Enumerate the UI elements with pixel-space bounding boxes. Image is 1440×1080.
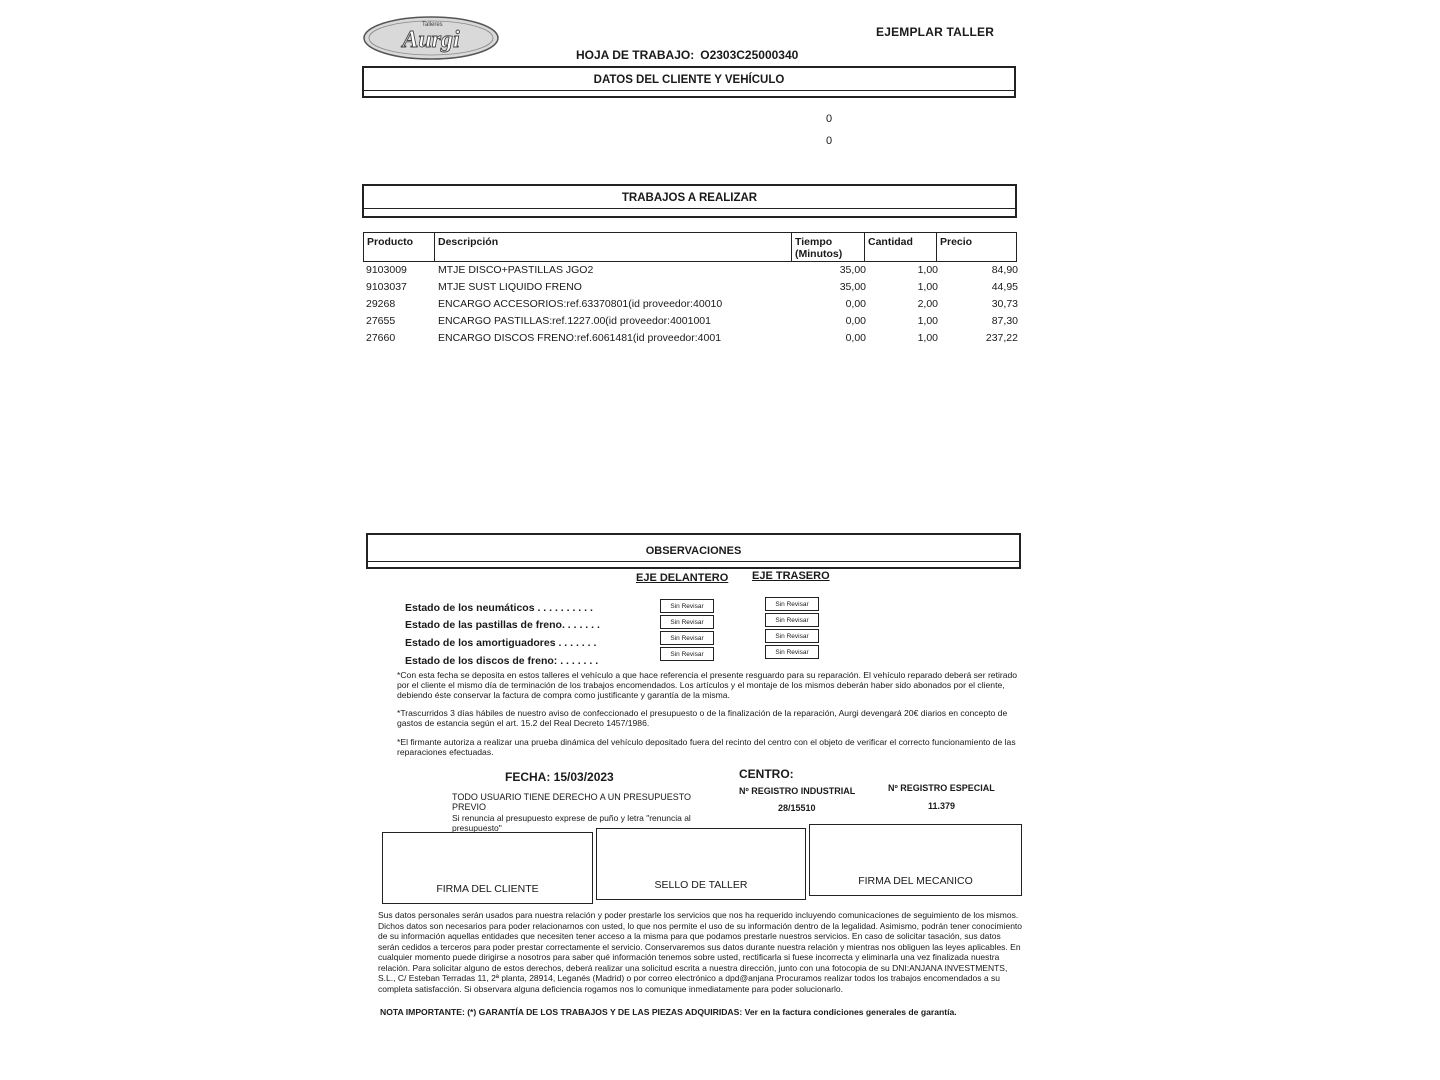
rear-axle-heading: EJE TRASERO — [752, 570, 830, 582]
jobs-section-title: TRABAJOS A REALIZAR — [621, 192, 758, 204]
items-table-header — [363, 232, 1017, 262]
date: FECHA: 15/03/2023 — [505, 770, 614, 784]
copy-label: EJEMPLAR TALLER — [876, 25, 995, 39]
table-row — [366, 315, 1018, 331]
industrial-reg-label: Nº REGISTRO INDUSTRIAL — [739, 786, 856, 796]
rear-tyres-status: Sin Revisar — [765, 597, 819, 611]
check-label-shocks: Estado de los amortiguadores . . . . . . . — [405, 637, 597, 649]
table-row — [366, 264, 1018, 280]
row-description: ENCARGO DISCOS FRENO:ref.6061481(id proveedor:4001 — [438, 332, 722, 344]
client-signature-label: FIRMA DEL CLIENTE — [436, 883, 539, 895]
row-price: 44,95 — [991, 281, 1018, 293]
row-price: 30,73 — [991, 298, 1018, 310]
row-quantity: 1,00 — [917, 281, 938, 293]
row-time: 35,00 — [839, 264, 866, 276]
row-quantity: 1,00 — [917, 264, 938, 276]
row-price: 237,22 — [985, 332, 1018, 344]
rear-pads-status: Sin Revisar — [765, 613, 819, 627]
aurgi-logo — [362, 14, 500, 62]
check-label-discs: Estado de los discos de freno: . . . . . . . — [405, 655, 599, 667]
check-label-pads: Estado de las pastillas de freno. . . . . . . — [405, 619, 600, 631]
table-row — [366, 281, 1018, 297]
budget-waiver-notice: Si renuncia al presupuesto exprese de puño y letra "renuncia al presupuesto" — [452, 813, 691, 833]
row-product: 9103009 — [366, 264, 407, 276]
col-product: Producto — [363, 232, 435, 262]
observations-header — [366, 533, 1021, 569]
col-price: Precio — [936, 232, 1017, 262]
front-shocks-status: Sin Revisar — [660, 631, 714, 645]
client-section-title: DATOS DEL CLIENTE Y VEHÍCULO — [593, 74, 785, 86]
work-order-label: HOJA DE TRABAJO: — [576, 48, 695, 62]
observations-title: OBSERVACIONES — [645, 545, 742, 557]
row-quantity: 1,00 — [917, 315, 938, 327]
row-product: 9103037 — [366, 281, 407, 293]
mechanic-signature-label: FIRMA DEL MECANICO — [858, 875, 973, 887]
row-product: 29268 — [366, 298, 396, 310]
work-order-number: O2303C25000340 — [700, 48, 799, 62]
deposit-note: *Con esta fecha se deposita en estos talleres el vehículo a que hace referencia el presente resguardo para su reparación. El vehículo reparado deberá ser retirado por el cliente el mismo día de terminación de los trabajos encomendados. Los artículos y el montaje de los mismos deberán haber sido abonados por el cliente, debiendo éste conservar la factura de compra como justificante y garantía de la misma. — [397, 670, 1018, 700]
row-price: 84,90 — [991, 264, 1018, 276]
svg-text:Talleres: Talleres — [422, 22, 443, 28]
front-axle-heading: EJE DELANTERO — [636, 572, 729, 584]
aurgi-logo-icon — [362, 14, 500, 62]
industrial-reg-value: 28/15510 — [778, 803, 816, 813]
row-product: 27655 — [366, 315, 396, 327]
work-order-heading — [576, 48, 798, 62]
mechanic-signature-box[interactable] — [809, 824, 1022, 896]
col-description: Descripción — [434, 232, 792, 262]
row-time: 35,00 — [839, 281, 866, 293]
test-drive-note: *El firmante autoriza a realizar una prueba dinámica del vehículo depositado fuera del recinto del centro con el objeto de verificar el correcto funcionamiento de las reparaciones efectuadas. — [397, 737, 1016, 757]
row-description: MTJE DISCO+PASTILLAS JGO2 — [438, 264, 594, 276]
front-pads-status: Sin Revisar — [660, 615, 714, 629]
workshop-stamp-box[interactable] — [596, 828, 806, 900]
row-time: 0,00 — [845, 332, 866, 344]
jobs-section-header — [362, 184, 1017, 218]
storage-fee-note: *Trascurridos 3 días hábiles de nuestro aviso de confeccionado el presupuesto o de la finalización de la reparación, Aurgi devengará 20€ diarios en concepto de gastos de estancia según el art. 15.2 del Real Decreto 1457/1986. — [397, 708, 1008, 728]
row-price: 87,30 — [991, 315, 1018, 327]
rear-shocks-status: Sin Revisar — [765, 629, 819, 643]
col-quantity: Cantidad — [864, 232, 937, 262]
workshop-stamp-label: SELLO DE TALLER — [654, 879, 748, 891]
special-reg-label: Nº REGISTRO ESPECIAL — [888, 783, 995, 793]
row-product: 27660 — [366, 332, 396, 344]
check-label-tyres: Estado de los neumáticos . . . . . . . . . . — [405, 602, 593, 614]
table-row — [366, 298, 1018, 314]
row-time: 0,00 — [845, 315, 866, 327]
row-description: MTJE SUST LIQUIDO FRENO — [438, 281, 582, 293]
svg-text:Aurgi: Aurgi — [402, 27, 460, 53]
privacy-notice: Sus datos personales serán usados para nuestra relación y poder prestarle los servicios que nos ha requerido incluyendo comunicaciones de seguimiento de los mismos. Dichos datos son necesarios para poder relacionarnos con usted, lo que nos permite el uso de su información dentro de la legalidad. Asimismo, podrán tener conocimiento de su información aquellas entidades que necesiten tener acceso a la misma para que podamos prestarle nuestros servicios. En caso de solicitar tasación, sus datos serán cedidos a terceros para poder prestar correctamente el servicio. Conservaremos sus datos durante nuestra relación y mientras nos obliguen las leyes aplicables. En cualquier momento puede dirigirse a nosotros para saber qué información tenemos sobre usted, rectificarla si fuese incorrecta y eliminarla una vez finalizada nuestra relación. Para solicitar alguno de estos derechos, deberá realizar una solicitud escrita a nuestra dirección, junto con una fotocopia de su DNI:ANJANA INVESTMENTS, S.L., C/ Esteban Terradas 11, 2ª planta, 28914, Leganés (Madrid) o por correo electrónico a dpd@anjana Procuramos realizar todos los trabajos encomendados a su completa satisfacción. Si observara alguna deficiencia rogamos nos lo comunique inmediatamente para poder solucionarlo. — [378, 910, 1023, 994]
front-tyres-status: Sin Revisar — [660, 599, 714, 613]
special-reg-value: 11.379 — [928, 801, 956, 811]
client-section-header — [362, 66, 1016, 98]
row-time: 0,00 — [845, 298, 866, 310]
client-signature-box[interactable] — [382, 832, 593, 904]
row-quantity: 1,00 — [917, 332, 938, 344]
row-quantity: 2,00 — [917, 298, 938, 310]
budget-right-notice: TODO USUARIO TIENE DERECHO A UN PRESUPUESTO PREVIO — [452, 792, 692, 812]
client-value: 0 — [826, 113, 833, 125]
row-description: ENCARGO ACCESORIOS:ref.63370801(id proveedor:40010 — [438, 298, 723, 310]
center-label: CENTRO: — [739, 767, 794, 781]
row-description: ENCARGO PASTILLAS:ref.1227.00(id proveedor:4001001 — [438, 315, 711, 327]
rear-discs-status: Sin Revisar — [765, 645, 819, 659]
vehicle-value: 0 — [826, 135, 833, 147]
col-time: Tiempo (Minutos) — [791, 232, 865, 262]
important-note: NOTA IMPORTANTE: (*) GARANTÍA DE LOS TRABAJOS Y DE LAS PIEZAS ADQUIRIDAS: Ver en la factura condiciones generales de garantía. — [380, 1007, 957, 1017]
front-discs-status: Sin Revisar — [660, 647, 714, 661]
table-row — [366, 332, 1018, 348]
